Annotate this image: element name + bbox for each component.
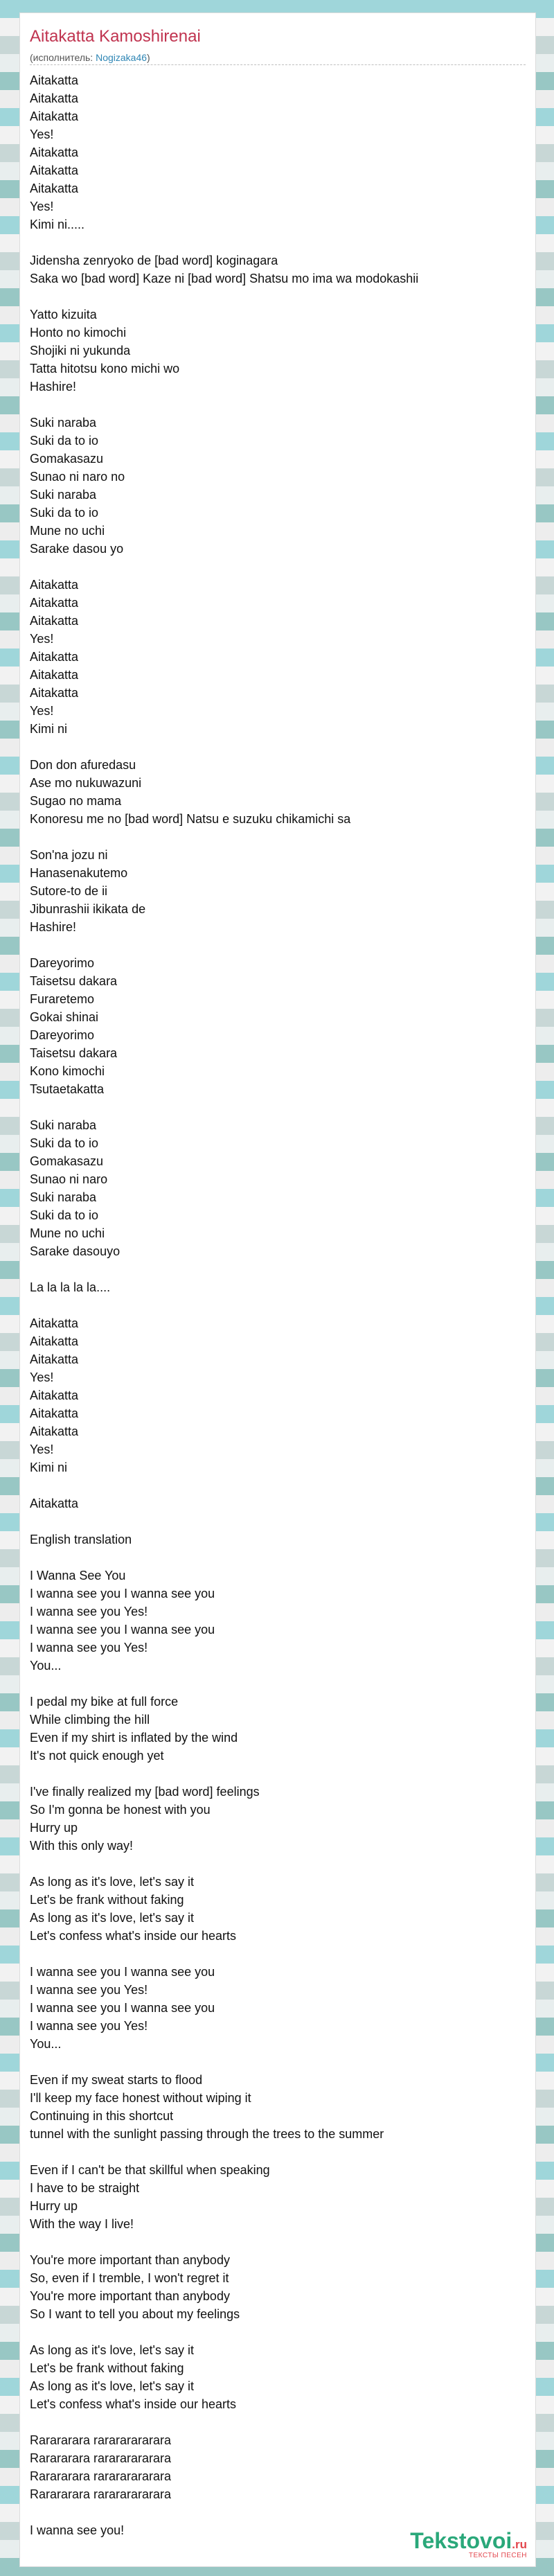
- lyric-line: Sugao no mama: [30, 794, 122, 808]
- lyric-line: Aitakatta: [30, 73, 79, 87]
- lyric-line: You...: [30, 2037, 62, 2051]
- lyric-line: Suki da to io: [30, 1136, 99, 1150]
- lyric-line: Suki naraba: [30, 1118, 97, 1132]
- lyric-line: Aitakatta: [30, 686, 79, 700]
- lyric-line: So I'm gonna be honest with you: [30, 1803, 211, 1817]
- lyric-line: Hurry up: [30, 2199, 78, 2213]
- lyric-line: Let's confess what's inside our hearts: [30, 2397, 237, 2411]
- lyric-line: I have to be straight: [30, 2181, 140, 2195]
- stanza-gap: [30, 396, 526, 414]
- lyric-line: As long as it's love, let's say it: [30, 2379, 194, 2393]
- stanza-gap: [30, 2323, 526, 2341]
- lyric-line: Hashire!: [30, 380, 77, 394]
- lyric-line: Hurry up: [30, 1821, 78, 1835]
- lyric-line: Don don afuredasu: [30, 758, 136, 772]
- lyric-line: Aitakatta: [30, 1497, 79, 1510]
- lyric-line: Even if my sweat starts to flood: [30, 2073, 203, 2087]
- lyric-line: Mune no uchi: [30, 1226, 105, 1240]
- lyric-line: Aitakatta: [30, 1406, 79, 1420]
- lyric-line: Dareyorimo: [30, 956, 95, 970]
- lyric-line: Aitakatta: [30, 650, 79, 664]
- lyric-line: While climbing the hill: [30, 1713, 150, 1727]
- lyric-line: Suki da to io: [30, 506, 99, 520]
- lyric-line: As long as it's love, let's say it: [30, 1911, 194, 1925]
- lyric-line: Aitakatta: [30, 109, 79, 123]
- lyric-line: Kimi ni.....: [30, 218, 85, 231]
- artist-prefix: (исполнитель:: [30, 52, 96, 63]
- lyric-line: Konoresu me no [bad word] Natsu e suzuku chikamichi sa: [30, 812, 351, 826]
- lyric-line: Gokai shinai: [30, 1010, 99, 1024]
- lyric-line: Sarake dasouyo: [30, 1244, 120, 1258]
- lyric-line: You're more important than anybody: [30, 2289, 230, 2303]
- stanza-gap: [30, 288, 526, 306]
- lyric-line: tunnel with the sunlight passing through the trees to the summer: [30, 2127, 384, 2141]
- stanza-gap: [30, 1549, 526, 1567]
- stanza-gap: [30, 828, 526, 846]
- lyric-line: Aitakatta: [30, 596, 79, 610]
- stanza-gap: [30, 2413, 526, 2431]
- lyric-line: Tsutaetakatta: [30, 1082, 105, 1096]
- lyric-line: Kimi ni: [30, 722, 68, 736]
- lyric-line: Furaretemo: [30, 992, 95, 1006]
- stanza-gap: [30, 1512, 526, 1530]
- lyric-line: Hanasenakutemo: [30, 866, 128, 880]
- lyric-line: Even if my shirt is inflated by the wind: [30, 1731, 238, 1745]
- lyric-line: I wanna see you I wanna see you: [30, 1623, 215, 1637]
- stanza-gap: [30, 2143, 526, 2161]
- lyric-line: I wanna see you Yes!: [30, 1641, 148, 1655]
- lyric-line: Ase mo nukuwazuni: [30, 776, 142, 790]
- lyric-line: I wanna see you Yes!: [30, 2019, 148, 2033]
- lyric-line: Son'na jozu ni: [30, 848, 108, 862]
- stanza-gap: [30, 1765, 526, 1783]
- lyric-line: As long as it's love, let's say it: [30, 1875, 194, 1889]
- lyric-line: Saka wo [bad word] Kaze ni [bad word] Shatsu mo ima wa modokashii: [30, 272, 419, 285]
- artist-suffix: ): [147, 52, 150, 63]
- lyric-line: Yes!: [30, 632, 54, 646]
- lyric-line: You...: [30, 1659, 62, 1673]
- lyric-line: So, even if I tremble, I won't regret it: [30, 2271, 229, 2285]
- lyric-line: Yes!: [30, 1443, 54, 1456]
- song-title: Aitakatta Kamoshirenai: [30, 27, 201, 46]
- stanza-gap: [30, 2503, 526, 2521]
- lyric-line: Kono kimochi: [30, 1064, 105, 1078]
- stanza-gap: [30, 1945, 526, 1963]
- lyric-line: Dareyorimo: [30, 1028, 95, 1042]
- lyric-line: Suki naraba: [30, 1190, 97, 1204]
- lyric-line: With the way I live!: [30, 2217, 134, 2231]
- lyric-line: I pedal my bike at full force: [30, 1695, 179, 1709]
- stanza-gap: [30, 558, 526, 576]
- lyric-line: Aitakatta: [30, 182, 79, 195]
- lyric-line: Aitakatta: [30, 668, 79, 682]
- lyric-line: Yatto kizuita: [30, 308, 97, 321]
- lyric-line: Suki naraba: [30, 488, 97, 502]
- artist-line: [30, 52, 150, 63]
- lyric-line: Rarararara rarararararara: [30, 2433, 172, 2447]
- lyric-line: Let's confess what's inside our hearts: [30, 1929, 237, 1943]
- stanza-gap: [30, 1476, 526, 1494]
- site-logo[interactable]: [410, 2530, 527, 2559]
- lyric-line: Jidensha zenryoko de [bad word] koginagara: [30, 254, 278, 267]
- lyric-line: Sunao ni naro no: [30, 470, 125, 484]
- stanza-gap: [30, 1855, 526, 1873]
- lyric-line: I wanna see you!: [30, 2523, 125, 2537]
- lyric-line: As long as it's love, let's say it: [30, 2343, 194, 2357]
- stanza-gap: [30, 1296, 526, 1314]
- logo-subtitle: ТЕКСТЫ ПЕСЕН: [468, 2552, 527, 2559]
- lyric-line: Let's be frank without faking: [30, 2361, 184, 2375]
- lyric-line: Yes!: [30, 127, 54, 141]
- lyric-line: Jibunrashii ikikata de: [30, 902, 146, 916]
- header-divider: [30, 64, 526, 65]
- lyric-line: Taisetsu dakara: [30, 974, 118, 988]
- lyric-line: I wanna see you I wanna see you: [30, 1587, 215, 1600]
- lyric-line: Tatta hitotsu kono michi wo: [30, 362, 180, 376]
- stanza-gap: [30, 2053, 526, 2071]
- lyric-line: Sarake dasou yo: [30, 542, 124, 556]
- lyric-line: Sunao ni naro: [30, 1172, 108, 1186]
- stanza-gap: [30, 1675, 526, 1693]
- logo-main: Tekstovoi: [410, 2528, 512, 2553]
- lyric-line: I Wanna See You: [30, 1569, 126, 1582]
- stanza-gap: [30, 1098, 526, 1116]
- lyric-line: Aitakatta: [30, 91, 79, 105]
- lyric-line: So I want to tell you about my feelings: [30, 2307, 240, 2321]
- lyric-line: Yes!: [30, 704, 54, 718]
- lyric-line: Aitakatta: [30, 1388, 79, 1402]
- lyric-line: Suki da to io: [30, 1208, 99, 1222]
- lyric-line: La la la la la....: [30, 1280, 111, 1294]
- lyric-line: Yes!: [30, 1370, 54, 1384]
- lyrics-card: [19, 12, 536, 2567]
- lyric-line: Aitakatta: [30, 1334, 79, 1348]
- lyric-line: I wanna see you I wanna see you: [30, 2001, 215, 2015]
- lyric-line: It's not quick enough yet: [30, 1749, 164, 1763]
- lyric-line: With this only way!: [30, 1839, 134, 1853]
- lyric-line: I wanna see you Yes!: [30, 1983, 148, 1997]
- stanza-gap: [30, 233, 526, 252]
- lyric-line: Hashire!: [30, 920, 77, 934]
- lyric-line: Honto no kimochi: [30, 326, 127, 339]
- lyric-line: Gomakasazu: [30, 452, 104, 466]
- lyric-line: Aitakatta: [30, 145, 79, 159]
- lyric-line: Sutore-to de ii: [30, 884, 108, 898]
- lyric-line: Suki naraba: [30, 416, 97, 430]
- lyric-line: Taisetsu dakara: [30, 1046, 118, 1060]
- lyric-line: Even if I can't be that skillful when speaking: [30, 2163, 270, 2177]
- stanza-gap: [30, 2233, 526, 2251]
- lyrics-body: [30, 71, 526, 2539]
- lyric-line: Let's be frank without faking: [30, 1893, 184, 1907]
- lyric-line: English translation: [30, 1533, 132, 1546]
- artist-link[interactable]: Nogizaka46: [96, 52, 148, 63]
- lyric-line: Rarararara rarararararara: [30, 2451, 172, 2465]
- lyric-line: Aitakatta: [30, 1424, 79, 1438]
- lyric-line: Yes!: [30, 200, 54, 213]
- lyric-line: You're more important than anybody: [30, 2253, 230, 2267]
- lyric-line: Rarararara rarararararara: [30, 2469, 172, 2483]
- lyric-line: Aitakatta: [30, 164, 79, 177]
- lyric-line: Aitakatta: [30, 578, 79, 592]
- lyric-line: Aitakatta: [30, 614, 79, 628]
- lyric-line: Rarararara rarararararara: [30, 2487, 172, 2501]
- logo-tld: .ru: [512, 2538, 527, 2551]
- lyric-line: Continuing in this shortcut: [30, 2109, 174, 2123]
- lyric-line: I wanna see you Yes!: [30, 1605, 148, 1618]
- lyric-line: Kimi ni: [30, 1461, 68, 1474]
- lyric-line: Suki da to io: [30, 434, 99, 448]
- lyric-line: Aitakatta: [30, 1352, 79, 1366]
- lyric-line: I've finally realized my [bad word] feelings: [30, 1785, 260, 1799]
- lyric-line: Mune no uchi: [30, 524, 105, 538]
- stanza-gap: [30, 738, 526, 756]
- lyric-line: Shojiki ni yukunda: [30, 344, 131, 358]
- stanza-gap: [30, 1260, 526, 1278]
- lyric-line: I wanna see you I wanna see you: [30, 1965, 215, 1979]
- lyric-line: Aitakatta: [30, 1316, 79, 1330]
- stanza-gap: [30, 936, 526, 954]
- lyric-line: Gomakasazu: [30, 1154, 104, 1168]
- lyric-line: I'll keep my face honest without wiping it: [30, 2091, 251, 2105]
